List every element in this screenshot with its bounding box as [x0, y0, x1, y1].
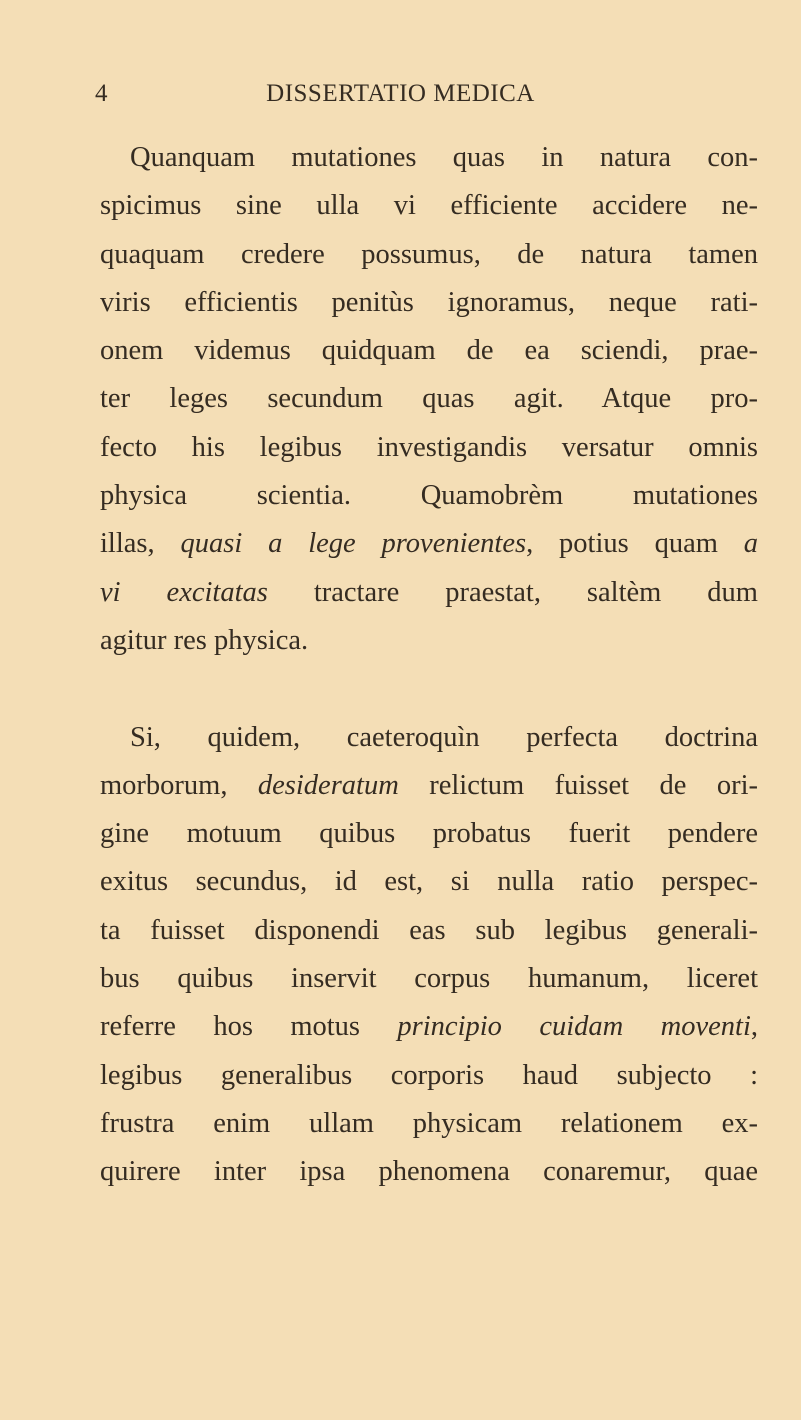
running-header [0, 80, 801, 120]
text-line: exitus secundus, id est, si nulla ratio perspec- [100, 866, 758, 898]
text-line: frustra enim ullam physicam relationem ex- [100, 1107, 758, 1139]
text-run: illas, [100, 528, 181, 560]
text-run: tractare praestat, saltèm dum [267, 576, 758, 608]
text-line: gine motuum quibus probatus fuerit pendere [100, 818, 758, 850]
page-body [100, 134, 758, 1197]
italic-run: desideratum [257, 769, 399, 801]
text-line: ter leges secundum quas agit. Atque pro- [100, 383, 758, 415]
text-line [100, 520, 758, 568]
text-line: quaquam credere possumus, de natura tamen [100, 238, 758, 270]
text-line: onem videmus quidquam de ea sciendi, prae- [100, 335, 758, 367]
text-line: quirere inter ipsa phenomena conaremur, quae [100, 1156, 758, 1188]
text-run: morborum, [100, 769, 258, 801]
paragraph [100, 134, 758, 665]
text-run: , potius quam [526, 528, 744, 560]
text-line: Si, quidem, caeteroquìn perfecta doctrina [130, 721, 758, 753]
text-run: , [750, 1011, 758, 1043]
text-line: ta fuisset disponendi eas sub legibus generali- [100, 914, 758, 946]
text-line: legibus generalibus corporis haud subjecto : [100, 1059, 758, 1091]
text-run: referre hos motus [100, 1011, 398, 1043]
text-line [100, 762, 758, 810]
running-title: DISSERTATIO MEDICA [266, 80, 535, 107]
italic-run: principio cuidam moventi [397, 1011, 751, 1043]
text-line: spicimus sine ulla vi efficiente accidere ne- [100, 190, 758, 222]
text-line: agitur res physica. [100, 624, 309, 656]
text-line: bus quibus inservit corpus humanum, liceret [100, 963, 758, 995]
text-line [100, 569, 758, 617]
italic-run: vi excitatas [100, 576, 268, 608]
text-line: viris efficientis penitùs ignoramus, neque rati- [100, 286, 758, 318]
text-line: Quanquam mutationes quas in natura con- [130, 142, 758, 173]
text-line [100, 1003, 758, 1051]
text-line: physica scientia. Quamobrèm mutationes [100, 480, 758, 512]
paragraph [100, 714, 758, 1197]
italic-run: a [743, 528, 758, 560]
text-run: relictum fuisset de ori- [398, 769, 758, 801]
page-number: 4 [95, 80, 108, 107]
text-line: fecto his legibus investigandis versatur omnis [100, 431, 758, 463]
italic-run: quasi a lege provenientes [180, 528, 527, 560]
